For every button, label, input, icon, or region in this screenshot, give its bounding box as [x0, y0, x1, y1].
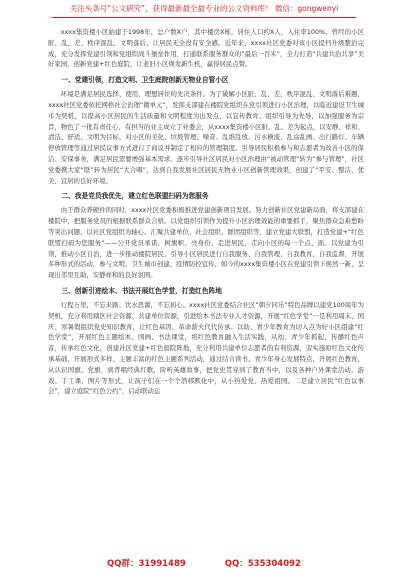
- intro-paragraph: xxxx集资楼小区始建于1998年，总户数X户，其中楼房X栋，居住人口约X人，入住率100%。曾经的小区脏、乱、差、秩序混乱、文明落后，让居民无全没有安全感。近年来，xxxx社区党委对该小区提档升级整治完成，充分发挥党建引领和党组织战斗堡垒作用，打通联系服务群众的“最后一百米”，全力打造“共建共治共享”美好家园，创新党建+红色庭院，让老旧小区焕发新生机，赢得居民点赞。: [48, 28, 364, 69]
- promo-banner: 关注头条号“公文研究”，获得最新最全最专业的公文资料库！ 微信：gongwenyi: [69, 4, 339, 13]
- qq-contact-label: QQ：: [224, 559, 248, 569]
- section-heading-1: 一、党建引领，打造文明、卫生庭院创新无物业自管小区: [61, 76, 229, 85]
- section-1-paragraph: 环境是满足居民选择、使用、理想居住的先决条件。为了破解小区脏、乱、差、秩序混乱、文明落后难题，xxxx社区党委依托网格社会治理“微单元”，发挥支部建在楼院党组织在党引领进行小区治理，以临近建设卫生城市为契机，以提高小区居民的生活质量和文明程度为出发点，以宜传教育、组织引导为先导，以加强服务为宗旨，物色了一批有责任心、有担当的业主成立了业委会，从xxxx集资楼小区脏、乱、差为起点，以安静、祥和、清洁、舒适、文明为目标，对小区的美化、垃圾管理、噪音、乱堆乱放、污水横流、乱涂乱画、出行路灯、车辆停放管理等通过居民议事方式进行了商议并制定了相应的管理制度。引导居民积极参与和志愿者为改善小区的保洁、安保事务，满足居民需要增强基本需求。逐步引导社区居民对小区治理由“被动管理”转为“参与管理”，社区党委携大家“联”转为居民“大合唱”，达到自我发展社区居民无物业小区创新管理效果，创建了“平安、整洁、优美、宜居的良好环境。: [48, 90, 364, 185]
- section-heading-2: 二、我是党员我优先，建立红色联盟扫码为您服务: [61, 192, 209, 201]
- section-3-paragraph: 行程万里，不忘来路；饮水思源，不忘初心。xxxx社区党委结合社区“朝夕同乐”特色品牌以建党100周年为契机，充分利用辖区社会资源、共建单位资源，引进绘本书法专业人才资源，开展“红色学堂”一是利用周末、国庆、寒暑假组织党史知识教育，让红色基因、革命薪火代代传承。以幼、青少年教育为切入点为好小区组建“红色学堂”，开展红色主题绘本、国画、书法课堂，将红色教育融入生活实践，从幼、青少年抓起，传播红色声音，传承红色文化，创建社区党建+红色庭院阵地，充分利用共建单位志愿者的有利资源，旁实施原红色文化传承基础，开展形式多样、主题丰富的红色主题系列活动，通过结合读书、青少年身心发展特点，开展红色教育，从认识国旗、党旗，到背唱经典红歌，阶听英雄故事，把党史贯穿到了教育当中，以及各种户外课堂活动，游戏、手工课、图片等形式，让孩子们在一个个潜移默化中，从小热爱党、热爱祖国。二是建立居民“红色议事会”，建立庭院“红色公约”，启动联动运: [48, 300, 364, 396]
- qq-group-number: 31991489: [138, 559, 186, 569]
- contact-footer: [0, 557, 408, 569]
- section-heading-3: 三、创新引进绘本、书法开展红色学堂，打造红色阵地: [61, 286, 222, 295]
- section-2-paragraph: 由于群众养硬件的同时，xxxx社区党委积极推进党建创新项目发展。努力创新社区党建新局面，将支部建在楼院中，把服务党员的根据联系群众合格。以党组织引领作为提升小区治理效能的重要抓手，聚焦群众急难愁盼等突出问题。以社区党组织为轴心、汇聚共建单位、社会组织、群团组织等，建立党建大联盟，打造党建+“红色联盟扫码为您服务”——公开党员承诺，树旗帜、亮身份，走进居民，走向小区的每一个点、面。以党建为引领，推动小区自治，进一步推动楼院居民，引导小区居民进行自我服务、自我管理、自我教育、自我监督，开展多种形式的活动，参与文明、卫生城市创建、疫情防控宣传、如今的xxxx集资楼小区在党建引领下焕然一新，呈现出邻里互助，安静祥和的良好氛围。: [48, 206, 364, 280]
- qq-group: [107, 559, 186, 569]
- qq-contact-number: 535304092: [247, 559, 301, 569]
- qq-group-label: QQ群：: [107, 559, 139, 569]
- banner-divider: [52, 17, 356, 18]
- document-body: [48, 27, 364, 397]
- qq-contact: [225, 559, 301, 569]
